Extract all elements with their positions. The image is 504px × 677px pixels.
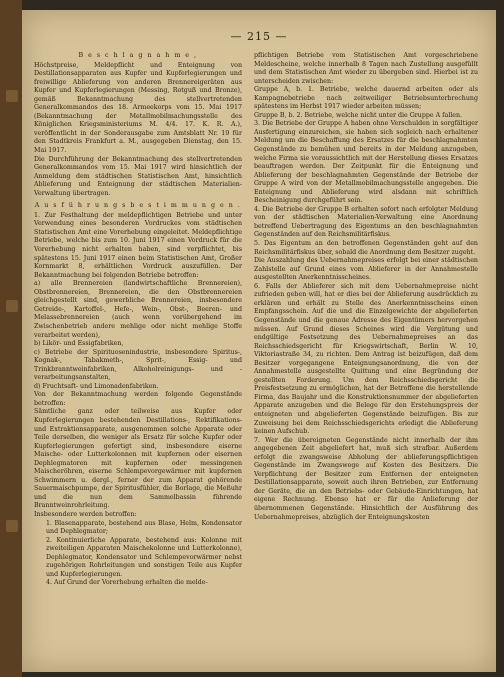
binding-band <box>6 300 18 312</box>
left-column-paragraph: Insbesondere werden betroffen: <box>34 510 137 518</box>
right-column-paragraph: pflichtigen Betriebe vom Statistischen Amt vorgeschriebene Meldescheine, welche innerhalb 8 Tagen nach Zustellung ausgefüllt und dem Statistischen Amt wieder zu übergeben sind. Hierbei ist zu unterscheiden zwischen: <box>254 52 478 85</box>
left-column-paragraph: 2. Kontinuierliche Apparate, bestehend aus: Kolonne mit zweiteiligen Apparaten Maischekolonne und Lutterkolonne), Dephlegmator, Kondensator und Schlempevorwärmer nebst zugehörigen Rohrleitungen und sonstigen Teile aus Kupfer und Kupferlegierungen. <box>46 536 242 578</box>
left-column-paragraph: 1. Blasenapparate, bestehend aus Blase, Helm, Kondensator und Dephlegmator; <box>46 519 242 536</box>
left-column-paragraph: a) alle Brennereien (landwirtschaftliche Brennereien), Obstbrennereien, Brennereien, die den Obstbrennereien gleichgestellt sind, gewerbliche Brennereien, insbesondere Getreide-, Kartoffel-, Hefe-, Wein-, Obst-, Beeren- und Melassebrennereien (auch wenn vorübergehend im Zwischenbetrieb andere mehlige oder nicht mehlige Stoffe verarbeitet werden), <box>34 280 242 339</box>
document-page <box>22 10 496 672</box>
left-column-paragraph: Sämtliche ganz oder teilweise aus Kupfer oder Kupferlegierungen bestehenden Destillations-, Rektifikations- und Extraktionsapparate, ausgenommen solche Apparate oder Teile derselben, die weniger als Ersatz für solche Kupfer oder Kupferlegierungen gefertigt sind, insbesondere eiserne Maische- oder Lutterkolonnen mit kupfernen oder eisernen Dephlegmatoren mit kupfernen oder messingenen Maischeröhren, eiserne Schlempevorgewärmer mit kupfernen Schwimmern u. dergl., ferner der zum Apparat gehörende Sauermaischpumpe, der Spiritusfühler, die Borlage, die Meßuhr und die nun dem Sammelbassin führende Branntweinrohrleitung. <box>34 408 242 510</box>
right-column-paragraph: Gruppe A, b. 1. Betriebe, welche dauernd arbeiten oder als Kampagnebetriebe nach zeitweiliger Betriebsunterbrechung spätestens im Herbst 1917 wieder arbeiten müssen; <box>254 86 478 111</box>
left-column-paragraph: b) Likör- und Essigfabriken, <box>34 340 124 348</box>
right-column-paragraph: 6. Falls der Ablieferer sich mit dem Uebernahmepreise nicht zufrieden geben will, hat er dies bei der Ablieferung ausdrücklich zu erklären und erhält zu Stelle des Anerkenntnisscheins einen Empfangsschein. Auf die und die Einzelgewichte der abgelieferten Gegenstände und die genaue Adresse des Eigentümers hervorgehen müssen. Auf Grund dieses Scheines wird die Vergütung und endgültige Festsetzung des Uebernahmepreises an das Reichsschiedsgericht für Kriegswirtschaft, Berlin W. 10, Viktoriastraße 34, zu richten. Dem Antrag ist beizufügen, daß dem Besitzer vorgegangene Enteignungsanordnung, die von der Annahmestelle ausgestellte Quittung und eine Begründung der gestellten Forderung. Um dem Reichsschiedsgericht die Preisfestsetzung zu ermöglichen, hat der Betroffene die herstellende Firma, das Baujahr und die Konstruktionsnummer der abgelieferten Apparate anzugeben und die Belege für den Erstehungspreis der enteigneten und abgelieferten Gegenstände beizufügen. Bis zur Zuweisung bei dem Reichsschiedsgerichts erledigt die Ablieferung keinen Aufschub. <box>254 282 478 436</box>
right-column-paragraph: Gruppe B, b. 2. Betriebe, welche nicht unter die Gruppe A fallen. <box>254 111 463 119</box>
binding-band <box>6 520 18 532</box>
book-binding <box>0 0 22 677</box>
right-column-paragraph: Die Auszahlung des Uebernahmepreises erfolgt bei einer städtischen Zahlstelle auf Grund eines vom Ablieferer in der Annahmestelle ausgestellten Anerkenntnisscheines. <box>254 257 478 282</box>
left-column-paragraph: c) Betriebe der Spirituosenindustrie, insbesondere Spiritus-, Kognak-, Tabakmeth-, Sprit-, Essig- und Trinkbranntweinfabriken, Alkoholreinigungs- und -verarbeitungsanstalten, <box>34 348 242 382</box>
page-number: — 215 — <box>230 30 288 43</box>
left-column-paragraph: Die Durchführung der Bekanntmachung des stellvertretenden Generalkommandos vom 15. Mai 1917 wird hinsichtlich der Anmeldung dem städtischen Statistischen Amt, hinsichtlich Ablieferung und Enteignung der städtischen Materialien-Verwaltung übertragen. <box>34 155 242 197</box>
left-column-paragraph: Höchstpreise, Meldepflicht und Enteignung von Destillationsapparaten aus Kupfer und Kupferlegierungen und freiwillige Ablieferung von anderen Brennereigeräten aus Kupfer und Kupferlegierungen (Messing, Rotguß und Bronze), gemäß Bekanntmachung des stellvertretenden Generalkommandos des 18. Armeekorps vom 15. Mai 1917 (Bekanntmachung der Metallmobilmachungsstelle des Königlichen Kriegsministeriums M. 4/4. 17. K. R. A.), veröffentlicht in der Sonderausgabe zum Amtsblatt Nr. 19 für den Stadtkreis Frankfurt a. M., ausgegeben Dienstag, den 15. Mai 1917. <box>34 61 242 155</box>
right-column-paragraph: 4. Die Betriebe der Gruppe B erhalten sofort nach erfolgter Meldung von der städtischen Materialien-Verwaltung eine Anordnung betreffend Uebertragung des Eigentums an den beschlagnahmten Gegenständen auf den Reichsmilitärfiskus. <box>254 205 478 239</box>
left-column-paragraph: B e s c h l a g n a h m e , <box>78 52 198 59</box>
left-column-paragraph: 4. Auf Grund der Vorerhebung erhalten die melde- <box>46 579 208 587</box>
right-column-paragraph: 5. Das Eigentum an den betroffenen Gegenständen geht auf den Reichsmilitärfiskus über, sobald die Anordnung dem Besitzer zugeht. <box>254 240 478 256</box>
left-column-paragraph: Von der Bekanntmachung werden folgende Gegenstände betroffen: <box>34 391 242 407</box>
left-column-paragraph: A u s f ü h r u n g s b e s t i m m u n g e n . <box>34 202 242 210</box>
binding-band <box>6 90 18 102</box>
right-column-paragraph: 3. Die Betriebe der Gruppe A haben ohne Verschulden in sorgfältiger Ausfertigung einzureichen, sie haben sich sogleich nach erhaltener Meldung um die Beschaffung des Ersatzes für die beschlagnahmten Gegenstände zu bemühen und bereits in der Meldung anzugeben, welche Firma sie voraussichtlich mit der Herstellung dieses Ersatzes beauftragen werden. Der Zeitpunkt für die Enteignung und Ablieferung der beschlagnahmten Gegenstände der Betriebe der Gruppe A wird von der Metallmobilmachungsstelle angegeben. Die Enteignung und Ablieferung wird alsdann mit schriftlich Bescheinigung durchgeführt sein. <box>254 120 478 205</box>
left-column-paragraph: d) Fruchtsaft- und Limonadenfabriken. <box>34 382 159 390</box>
left-column <box>34 52 242 588</box>
right-column-paragraph: 7. Wer die übereigneten Gegenstände nicht innerhalb der ihm angegebenen Zeit abgeliefert hat, muß sich strafbar. Außerdem erfolgt die zwangsweise Abholung der ablieferungspflichtigen Gegenstände im Zwangswege auf Kosten des Besitzers. Die Verpflichtung der Besitzer zum Entfernen der enteigneten Destillationsapparate, soweit auch ihren Betrieben, zur Entfernung der Geräte, die an den Betriebs- oder Gebäude-Einrichtungen, hat eigene Rechnung. Ebenso hat er für die Anlieferung der übernommenen Gegenstände. Hinsichtlich der Ausführung des Uebernahmepreises, abzüglich der Enteignungskosten <box>254 436 478 521</box>
left-column-paragraph: 1. Zur Festhaltung der meldepflichtigen Betriebe und unter Verwendung eines besonderen Vordruckes vom städtischen Statistischen Amt eine Vorerhebung eingeleitet. Meldepflichtige Betriebe, welche bis zum 10. Juni 1917 einen Vordruck für die Vorerhebung nicht erhalten haben, sind verpflichtet, bis spätestens 15. Juni 1917 einen beim Statistischen Amt, Großer Kornmarkt 8, erhältlichen Vordruck auszufüllen. Der Bekanntmachung bei folgenden Betriebe betroffen: <box>34 211 242 279</box>
right-column <box>254 52 478 522</box>
